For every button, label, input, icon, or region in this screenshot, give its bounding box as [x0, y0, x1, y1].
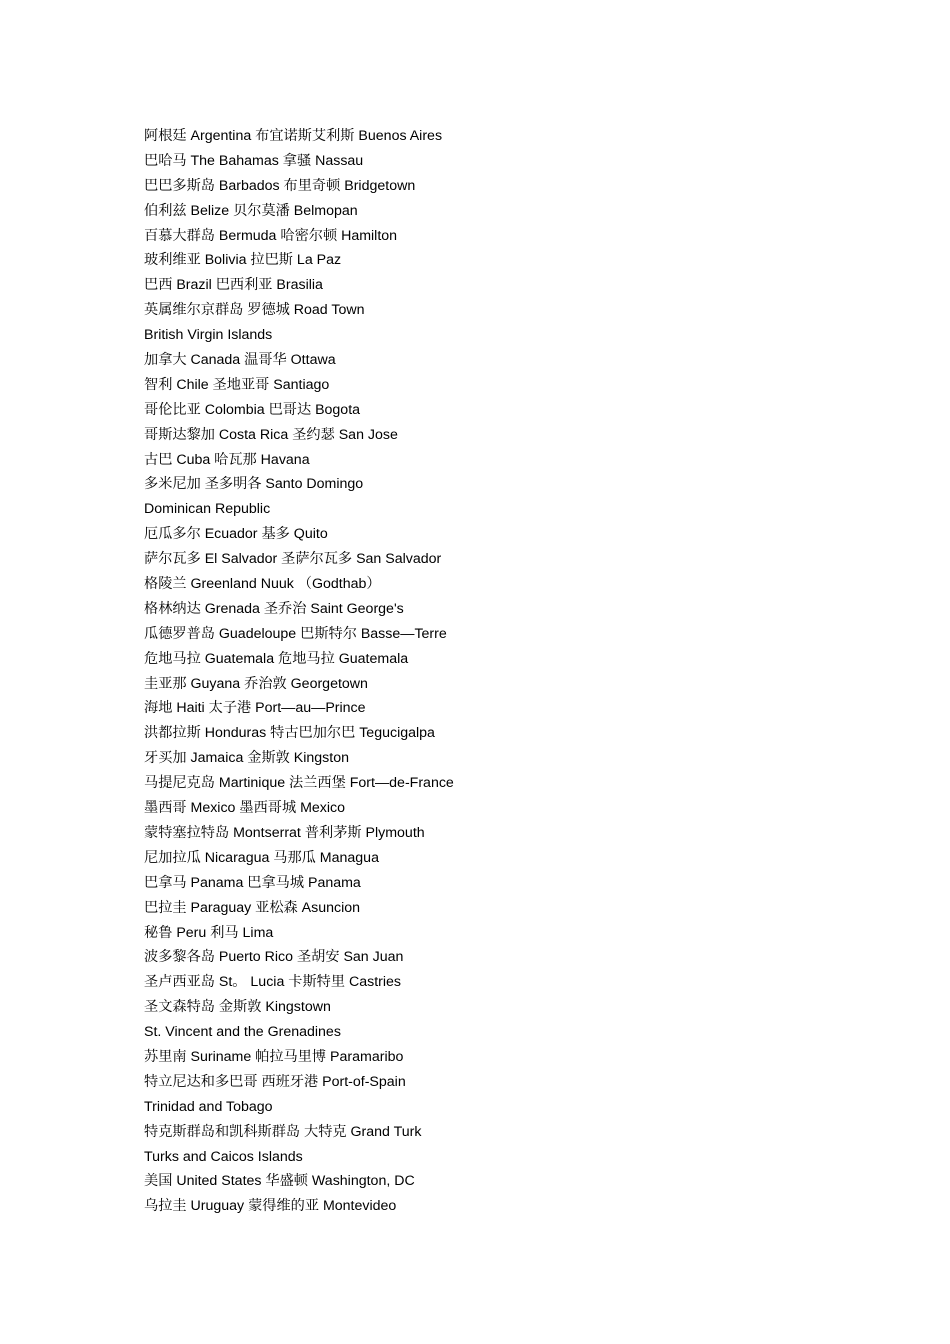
list-item: 圭亚那 Guyana 乔治敦 Georgetown [144, 675, 368, 692]
list-item: 阿根廷 Argentina 布宜诺斯艾利斯 Buenos Aires [144, 128, 443, 144]
list-item: 萨尔瓦多 El Salvador 圣萨尔瓦多 San Salvador [144, 551, 442, 568]
list-item: 哥伦比亚 Colombia 巴哥达 Bogota [144, 401, 361, 418]
list-item: 巴拉圭 Paraguay 亚松森 Asuncion [144, 899, 361, 916]
list-item: 圣卢西亚岛 St。 Lucia 卡斯特里 Castries [144, 974, 401, 991]
list-item: Dominican Republic [144, 501, 271, 518]
list-item: Turks and Caicos Islands [144, 1148, 303, 1165]
list-item: 洪都拉斯 Honduras 特古巴加尔巴 Tegucigalpa [144, 725, 435, 742]
list-item: Trinidad and Tobago [144, 1098, 273, 1115]
list-item: 海地 Haiti 太子港 Port—au—Prince [144, 700, 366, 717]
list-item: 波多黎各岛 Puerto Rico 圣胡安 San Juan [144, 949, 404, 966]
list-item: 巴哈马 The Bahamas 拿骚 Nassau [144, 152, 364, 169]
list-item: 圣文森特岛 金斯敦 Kingstown [144, 999, 331, 1016]
list-item: 格林纳达 Grenada 圣乔治 Saint George's [144, 600, 404, 617]
list-item: 牙买加 Jamaica 金斯敦 Kingston [144, 750, 349, 767]
list-item: 玻利维亚 Bolivia 拉巴斯 La Paz [144, 252, 342, 269]
list-item: 巴西 Brazil 巴西利亚 Brasilia [144, 277, 323, 294]
list-item: 尼加拉瓜 Nicaragua 马那瓜 Managua [144, 849, 379, 866]
country-capital-list [144, 124, 904, 1219]
list-item: 墨西哥 Mexico 墨西哥城 Mexico [144, 800, 346, 817]
list-item: 特立尼达和多巴哥 西班牙港 Port-of-Spain [144, 1073, 406, 1090]
list-item: St. Vincent and the Grenadines [144, 1024, 341, 1041]
list-item: 英属维尔京群岛 罗德城 Road Town [144, 302, 365, 319]
list-item: 瓜德罗普岛 Guadeloupe 巴斯特尔 Basse—Terre [144, 625, 447, 642]
list-item: 格陵兰 Greenland Nuuk （Godthab） [144, 576, 381, 593]
list-item: 马提尼克岛 Martinique 法兰西堡 Fort—de-France [144, 775, 454, 792]
list-item: 伯利兹 Belize 贝尔莫潘 Belmopan [144, 202, 358, 219]
list-item: 美国 United States 华盛顿 Washington, DC [144, 1173, 415, 1190]
list-item: 古巴 Cuba 哈瓦那 Havana [144, 451, 310, 468]
list-item: 百慕大群岛 Bermuda 哈密尔顿 Hamilton [144, 227, 398, 244]
list-item: 秘鲁 Peru 利马 Lima [144, 924, 274, 941]
list-item: 特克斯群岛和凯科斯群岛 大特克 Grand Turk [144, 1123, 422, 1140]
list-item: 厄瓜多尔 Ecuador 基多 Quito [144, 526, 328, 543]
list-item: 巴拿马 Panama 巴拿马城 Panama [144, 874, 361, 891]
list-item: 巴巴多斯岛 Barbados 布里奇顿 Bridgetown [144, 177, 416, 194]
list-item: 多米尼加 圣多明各 Santo Domingo [144, 476, 364, 493]
list-item: 危地马拉 Guatemala 危地马拉 Guatemala [144, 650, 409, 667]
list-item: 乌拉圭 Uruguay 蒙得维的亚 Montevideo [144, 1198, 397, 1215]
list-item: British Virgin Islands [144, 327, 273, 344]
list-item: 智利 Chile 圣地亚哥 Santiago [144, 376, 330, 393]
list-item: 哥斯达黎加 Costa Rica 圣约瑟 San Jose [144, 426, 398, 443]
list-item: 苏里南 Suriname 帕拉马里博 Paramaribo [144, 1048, 404, 1065]
list-item: 蒙特塞拉特岛 Montserrat 普利茅斯 Plymouth [144, 824, 425, 841]
list-item: 加拿大 Canada 温哥华 Ottawa [144, 352, 336, 369]
